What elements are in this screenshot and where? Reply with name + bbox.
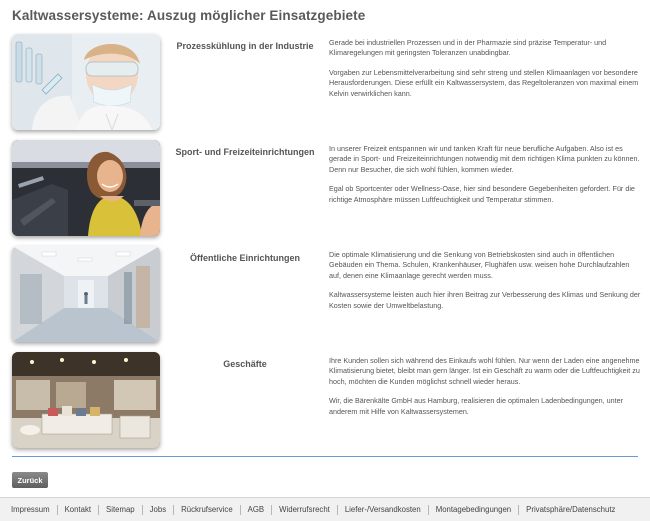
section-paragraph: Gerade bei industriellen Prozessen und in der Pharmazie sind präzise Temperatur- und Klimaregelungen mit geringsten Toleranzen unabdingbar.: [329, 38, 607, 58]
section-paragraph: Ihre Kunden sollen sich während des Einkaufs wohl fühlen. Nur wenn der Laden eine angenehme Klimatisierung bietet, bleibt man gern länger. Ist ein Geschäft zu warm oder die Luftfeuchtigkeit zu hoch, möchten die Kunden möglichst schnell wieder heraus.: [329, 356, 640, 386]
section-paragraph: Vorgaben zur Lebensmittelverarbeitung sind sehr streng und stellen Klimaanlagen vor besondere Herausforderungen. Diese erfüllt ein Kaltwassersystem, das Regeltoleranzen von maximal einem Kelvin verwirklichen kann.: [329, 67, 639, 98]
footer-link-widerrufsrecht[interactable]: Widerrufsrecht: [272, 505, 338, 515]
footer-link-impressum[interactable]: Impressum: [0, 505, 58, 515]
section-heading: Geschäfte: [223, 359, 267, 369]
back-button[interactable]: Zurück: [12, 472, 48, 488]
section-industry: [12, 34, 642, 134]
section-paragraph: In unserer Freizeit entspannen wir und tanken Kraft für neue berufliche Aufgaben. Also ist es gerade in Sport- und Freizeiteinrichtungen notwendig mit dem richtigen Klima punkten zu können. Denn nur Besucher, die sich wohl fühlen, kommen wieder.: [329, 144, 640, 174]
footer-link-versandkosten[interactable]: Liefer-/Versandkosten: [338, 505, 429, 515]
content-divider: [12, 456, 638, 457]
section-shops: [12, 352, 642, 452]
hospital-corridor-image: [12, 246, 160, 342]
footer-link-datenschutz[interactable]: Privatsphäre/Datenschutz: [526, 504, 616, 514]
section-heading: Sport- und Freizeiteinrichtungen: [175, 147, 315, 157]
page-title: Kaltwassersysteme: Auszug möglicher Einsatzgebiete: [12, 8, 366, 23]
section-text: [329, 38, 641, 108]
footer-link-jobs[interactable]: Jobs: [143, 505, 174, 515]
footer-link-agb[interactable]: AGB: [241, 505, 272, 515]
section-paragraph: Kaltwassersysteme leisten auch hier ihren Beitrag zur Verbesserung des Klimas und Senkung der Kosten sowie der Umweltbelastung.: [329, 290, 641, 310]
section-public: [12, 246, 642, 346]
section-paragraph: Wir, die Bärenkälte GmbH aus Hamburg, realisieren die optimalen Ladenbedingungen, unter anderem mit Hilfe von Kaltwassersystemen.: [329, 396, 624, 416]
footer-link-rueckrufservice[interactable]: Rückrufservice: [174, 505, 241, 515]
section-paragraph: Die optimale Klimatisierung und die Senkung von Betriebskosten sind auch in öffentlichen Gebäuden ein Thema. Schulen, Krankenhäuser, Flughäfen usw. weisen hohe Durchlaufzahlen auf, denen eine Klimaanlage gerecht werden muss.: [329, 250, 630, 280]
gym-woman-image: [12, 140, 160, 236]
section-paragraph: Egal ob Sportcenter oder Wellness-Oase, hier sind besondere Gegebenheiten gefordert. Für die richtige Atmosphäre müssen Luftfeuchtigkeit und Temperatur stimmen.: [329, 184, 635, 204]
section-heading: Prozesskühlung in der Industrie: [176, 41, 314, 51]
footer-link-montagebedingungen[interactable]: Montagebedingungen: [429, 505, 519, 515]
section-heading: Öffentliche Einrichtungen: [189, 253, 300, 263]
section-text: [329, 356, 641, 426]
footer-nav: [0, 497, 650, 521]
section-sport: [12, 140, 642, 240]
footer-link-kontakt[interactable]: Kontakt: [58, 505, 99, 515]
shop-interior-image: [12, 352, 160, 448]
footer-link-sitemap[interactable]: Sitemap: [99, 505, 143, 515]
lab-scientist-image: [12, 34, 160, 130]
section-text: [329, 144, 641, 214]
section-text: [329, 250, 641, 320]
